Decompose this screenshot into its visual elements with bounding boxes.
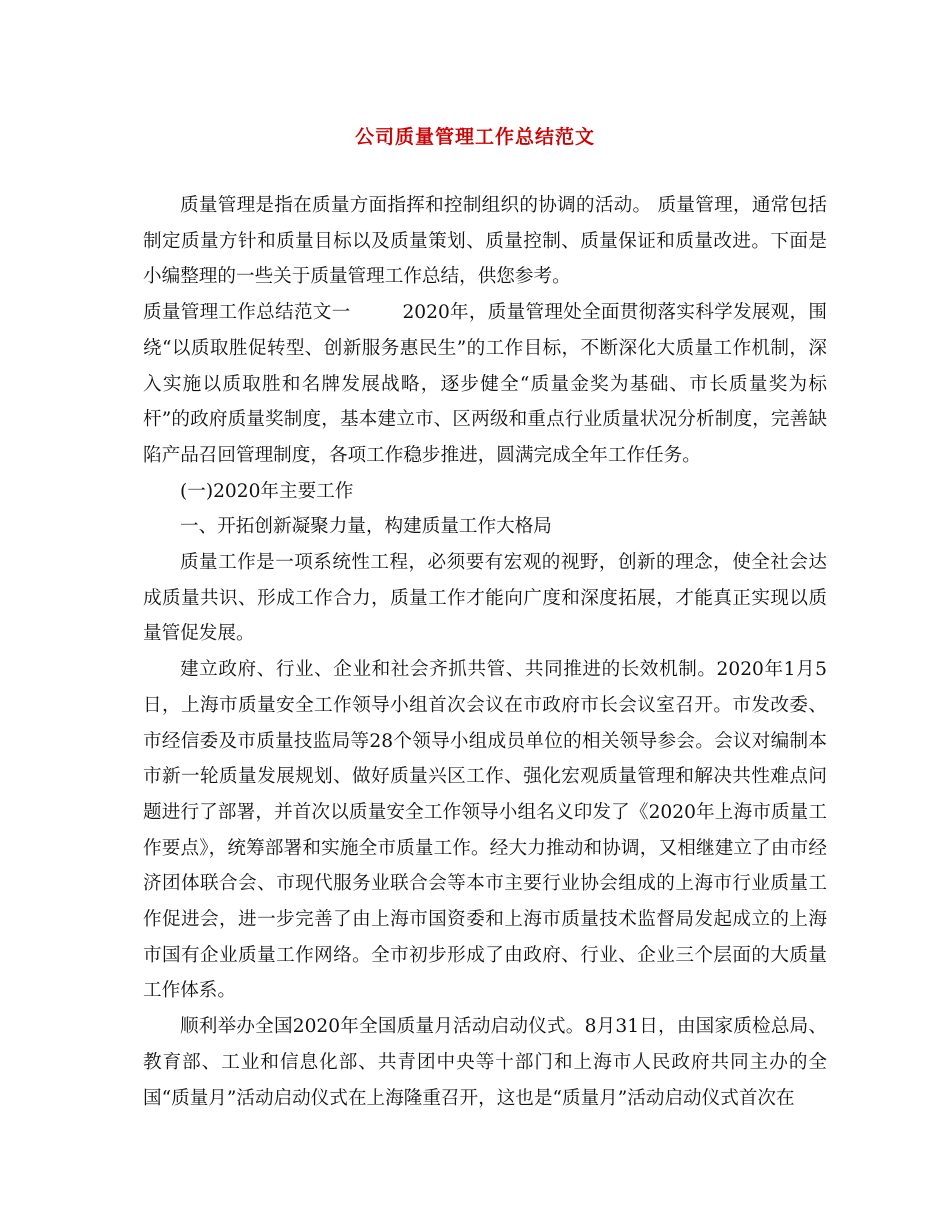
paragraph-systematic: 质量工作是一项系统性工程，必须要有宏观的视野，创新的理念，使全社会达成质量共识、形成工作合力，质量工作才能向广度和深度拓展，才能真正实现以质量管促发展。 <box>143 552 827 645</box>
paragraph-summary-one-text: 2020年，质量管理处全面贯彻落实科学发展观，围绕“以质取胜促转型、创新服务惠民生”的工作目标，不断深化大质量工作机制，深入实施以质取胜和名牌发展战略，逐步健全“质量金奖为基础、市长质量奖为标杆”的政府质量奖制度，基本建立市、区两级和重点行业质量状况分析制度，完善缺陷产品召回管理制度，各项工作稳步推进，圆满完成全年工作任务。 <box>143 302 827 466</box>
subheading-innovation: 一、开拓创新凝聚力量，构建质量工作大格局 <box>180 516 552 538</box>
section-heading-summary-one: 质量管理工作总结范文一 <box>143 302 351 324</box>
paragraph-mechanism: 建立政府、行业、企业和社会齐抓共管、共同推进的长效机制。2020年1月5日，上海市质量安全工作领导小组首次会议在市政府市长会议室召开。市发改委、市经信委及市质量技监局等28个领导小组成员单位的相关领导参会。会议对编制本市新一轮质量发展规划、做好质量兴区工作、强化宏观质量管理和解决共性难点问题进行了部署，并首次以质量安全工作领导小组名义印发了《2020年上海市质量工作要点》，统筹部署和实施全市质量工作。经大力推动和协调，又相继建立了由市经济团体联合会、市现代服务业联合会等本市主要行业协会组成的上海市行业质量工作促进会，进一步完善了由上海市国资委和上海市质量技术监督局发起成立的上海市国有企业质量工作网络。全市初步形成了由政府、行业、企业三个层面的大质量工作体系。 <box>143 659 827 1002</box>
document-title: 公司质量管理工作总结范文 <box>354 126 595 148</box>
paragraph-summary-one <box>143 295 827 474</box>
subheading-main-work: (一)2020年主要工作 <box>180 480 354 502</box>
document-body <box>143 188 827 1116</box>
paragraph-intro: 质量管理是指在质量方面指挥和控制组织的协调的活动。 质量管理，通常包括制定质量方针和质量目标以及质量策划、质量控制、质量保证和质量改进。下面是小编整理的一些关于质量管理工作总结，供您参考。 <box>143 195 827 288</box>
paragraph-quality-month: 顺利举办全国2020年全国质量月活动启动仪式。8月31日，由国家质检总局、教育部、工业和信息化部、共青团中央等十部门和上海市人民政府共同主办的全国“质量月”活动启动仪式在上海隆重召开，这也是“质量月”活动启动仪式首次在 <box>143 1016 827 1109</box>
